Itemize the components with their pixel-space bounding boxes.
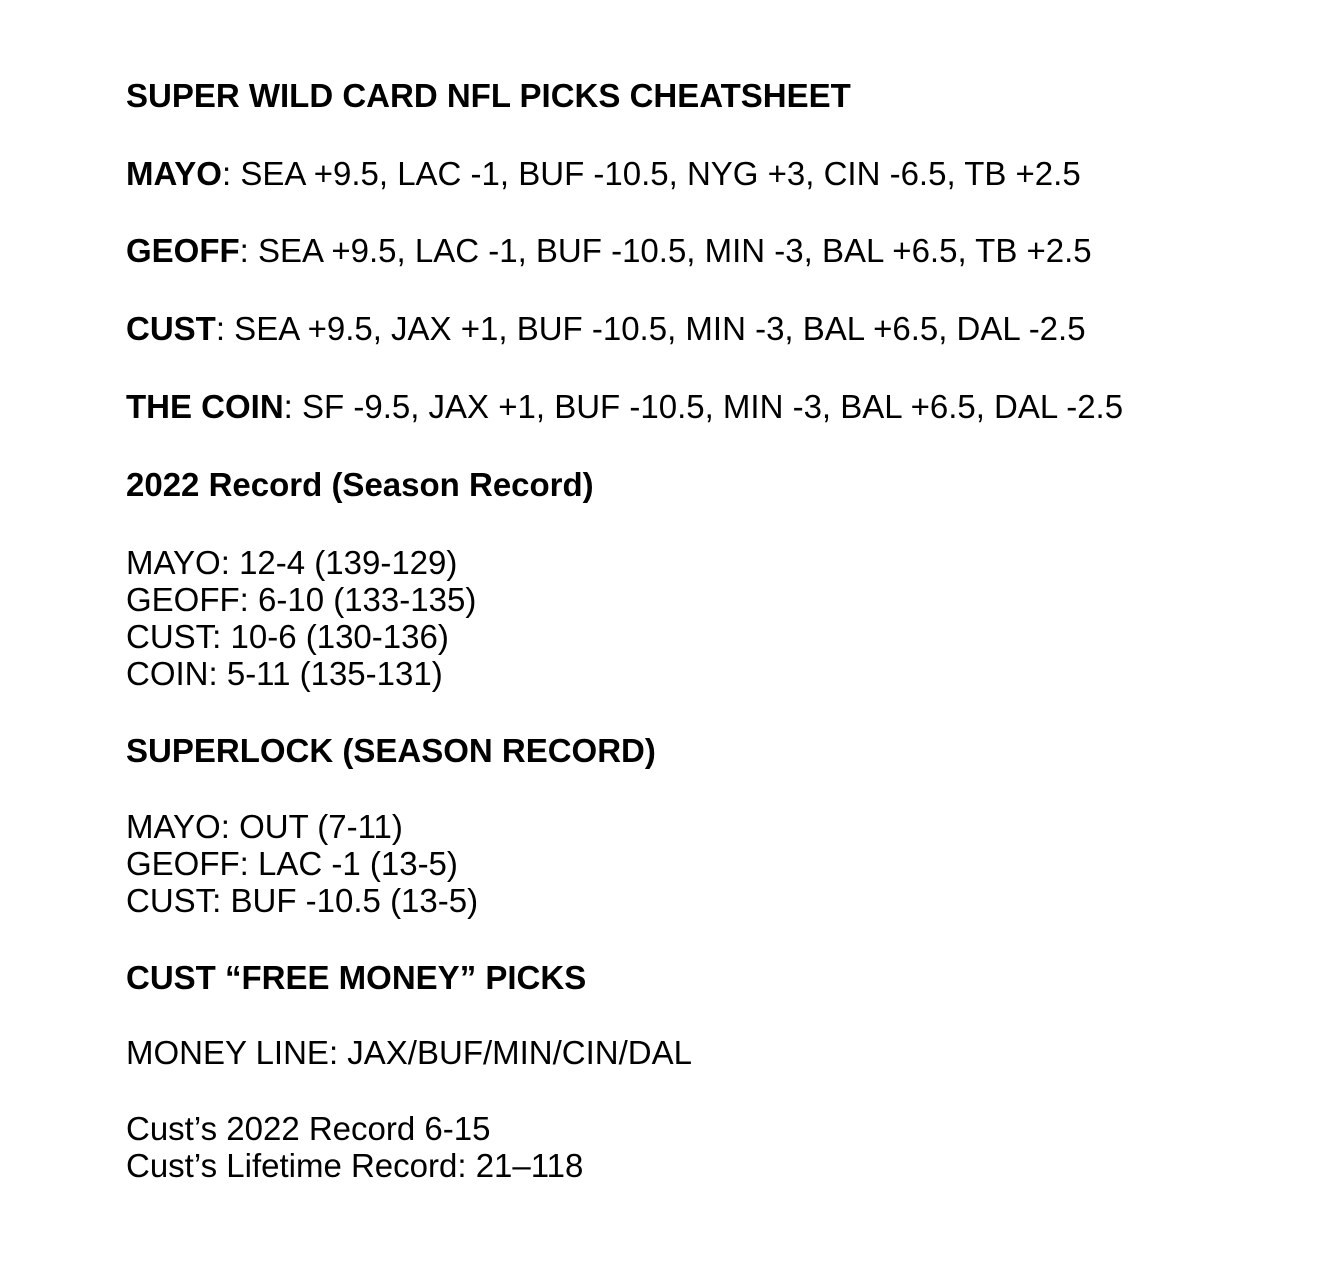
- money-line: MONEY LINE: JAX/BUF/MIN/CIN/DAL: [126, 1034, 692, 1071]
- separator: :: [221, 155, 232, 192]
- record-cust: CUST: 10-6 (130-136): [126, 618, 449, 655]
- record-mayo: MAYO: 12-4 (139-129): [126, 544, 458, 581]
- picks-coin: [126, 388, 1123, 425]
- cust-lifetime-record: Cust’s Lifetime Record: 21–118: [126, 1147, 584, 1184]
- superlock-heading: SUPERLOCK (SEASON RECORD): [126, 732, 656, 769]
- free-money-heading: CUST “FREE MONEY” PICKS: [126, 959, 587, 996]
- cust-2022-record: Cust’s 2022 Record 6-15: [126, 1110, 491, 1147]
- picker-name: THE COIN: [126, 388, 284, 425]
- picks-geoff: [126, 232, 1092, 269]
- picks-list: SF -9.5, JAX +1, BUF -10.5, MIN -3, BAL +6.5, DAL -2.5: [292, 388, 1124, 425]
- superlock-geoff: GEOFF: LAC -1 (13-5): [126, 845, 458, 882]
- picks-cust: [126, 310, 1086, 347]
- picks-list: SEA +9.5, LAC -1, BUF -10.5, NYG +3, CIN -6.5, TB +2.5: [231, 155, 1081, 192]
- page-title: SUPER WILD CARD NFL PICKS CHEATSHEET: [126, 77, 851, 114]
- record-heading: 2022 Record (Season Record): [126, 466, 594, 503]
- picks-list: SEA +9.5, LAC -1, BUF -10.5, MIN -3, BAL +6.5, TB +2.5: [248, 232, 1092, 269]
- picker-name: CUST: [126, 310, 216, 347]
- superlock-cust: CUST: BUF -10.5 (13-5): [126, 882, 479, 919]
- separator: :: [215, 310, 226, 347]
- picks-list: SEA +9.5, JAX +1, BUF -10.5, MIN -3, BAL +6.5, DAL -2.5: [225, 310, 1086, 347]
- record-geoff: GEOFF: 6-10 (133-135): [126, 581, 477, 618]
- record-coin: COIN: 5-11 (135-131): [126, 655, 443, 692]
- picks-mayo: [126, 155, 1081, 192]
- picker-name: GEOFF: [126, 232, 240, 269]
- separator: :: [239, 232, 249, 269]
- superlock-mayo: MAYO: OUT (7-11): [126, 808, 403, 845]
- separator: :: [283, 388, 293, 425]
- picker-name: MAYO: [126, 155, 222, 192]
